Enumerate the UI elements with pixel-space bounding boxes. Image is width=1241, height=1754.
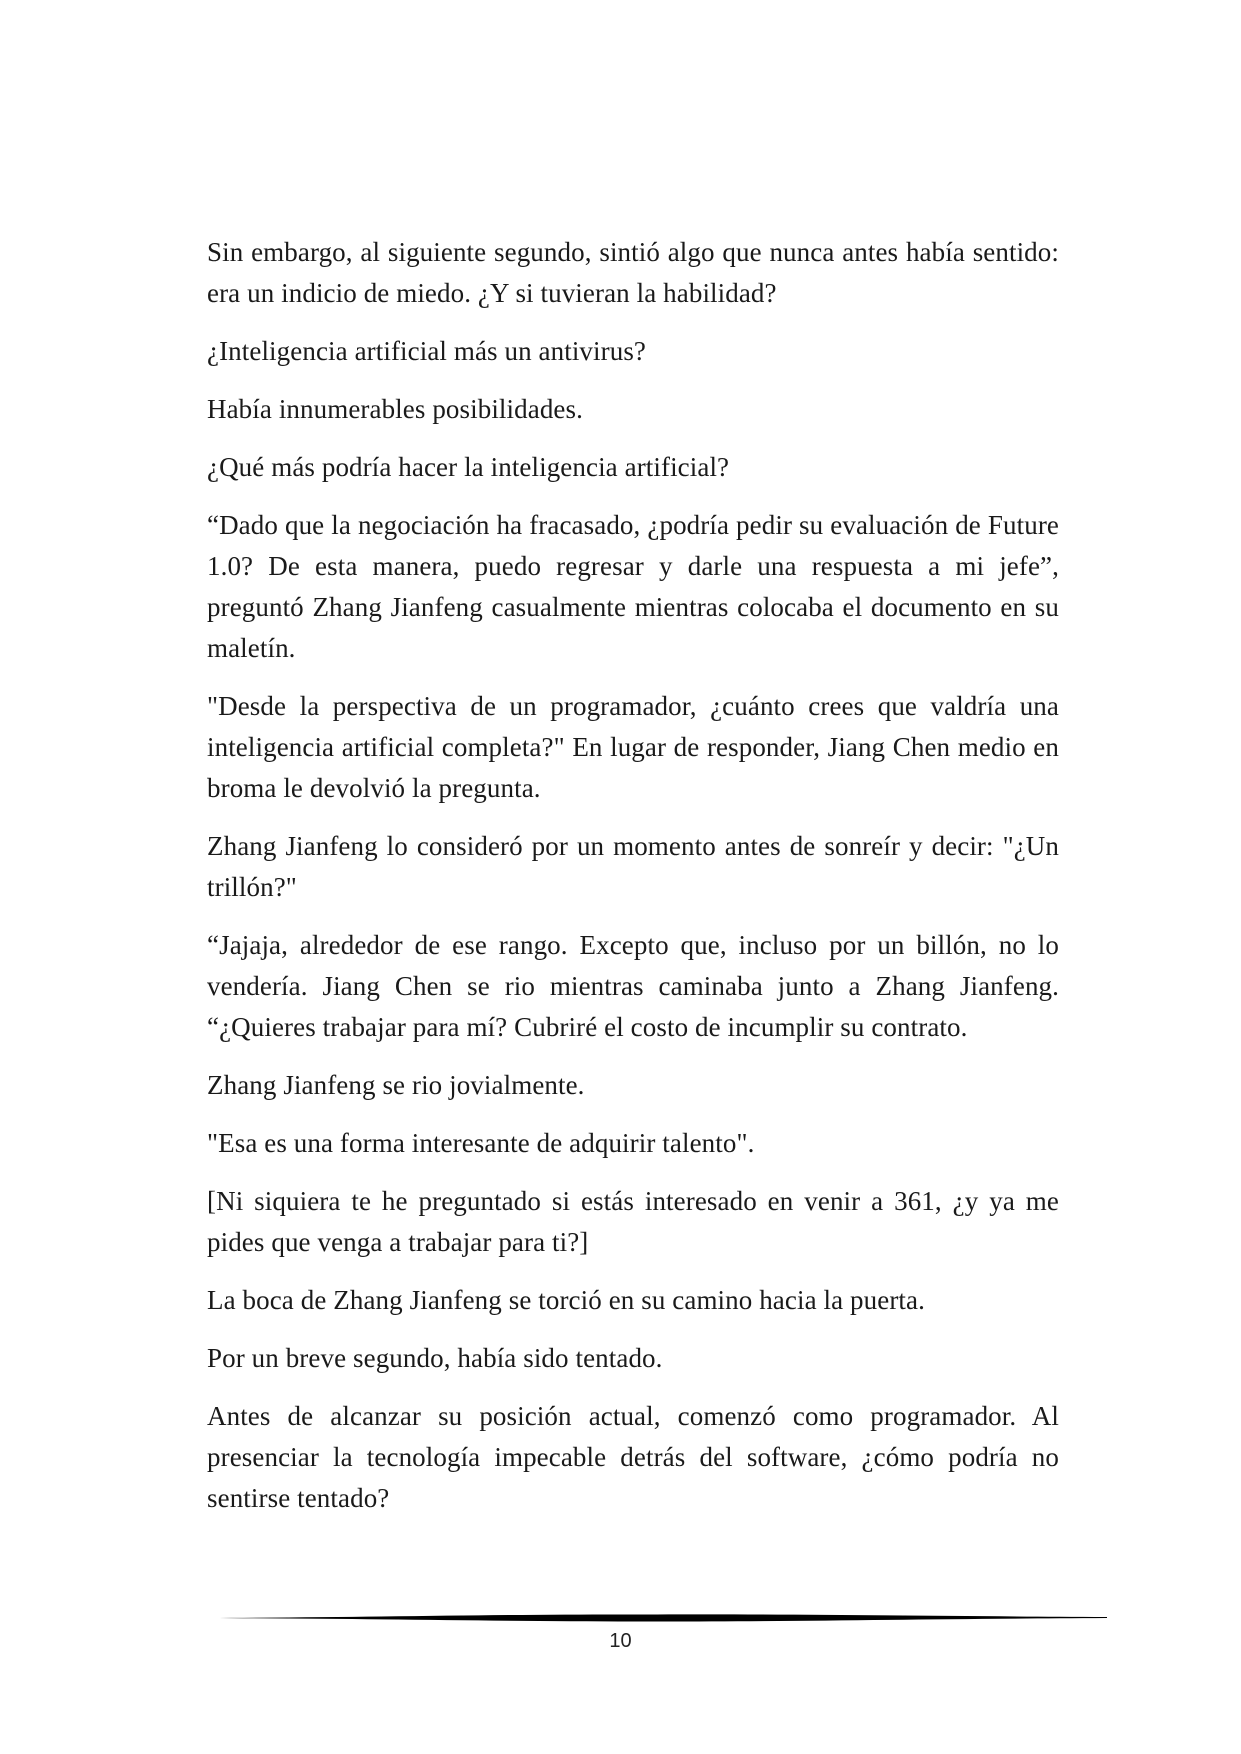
paragraph: La boca de Zhang Jianfeng se torció en su camino hacia la puerta. xyxy=(207,1285,925,1315)
paragraph: ¿Qué más podría hacer la inteligencia artificial? xyxy=(207,452,730,482)
paragraph: “Dado que la negociación ha fracasado, ¿podría pedir su evaluación de Future 1.0? De esta manera, puedo regresar y darle una respuesta a mi jefe”, preguntó Zhang Jianfeng casualmente mientras colocaba el documento en su maletín. xyxy=(207,510,1059,663)
paragraph: “Jajaja, alrededor de ese rango. Excepto que, incluso por un billón, no lo vendería. Jiang Chen se rio mientras caminaba junto a Zhang Jianfeng. “¿Quieres trabajar para mí? Cubriré el costo de incumplir su contrato. xyxy=(207,930,1059,1042)
paragraph: ¿Inteligencia artificial más un antivirus? xyxy=(207,336,647,366)
paragraph: Zhang Jianfeng se rio jovialmente. xyxy=(207,1070,585,1100)
page-number: 10 xyxy=(609,1630,632,1652)
footer-rule xyxy=(207,1612,1107,1624)
paragraph: Había innumerables posibilidades. xyxy=(207,394,583,424)
paragraph: "Esa es una forma interesante de adquirir talento". xyxy=(207,1128,755,1158)
paragraph: "Desde la perspectiva de un programador, ¿cuánto crees que valdría una inteligencia artificial completa?" En lugar de responder, Jiang Chen medio en broma le devolvió la pregunta. xyxy=(207,691,1059,803)
body-text xyxy=(207,232,1059,1536)
paragraph: Por un breve segundo, había sido tentado. xyxy=(207,1343,663,1373)
paragraph: Sin embargo, al siguiente segundo, sintió algo que nunca antes había sentido: era un indicio de miedo. ¿Y si tuvieran la habilidad? xyxy=(207,237,1059,308)
paragraph: Zhang Jianfeng lo consideró por un momento antes de sonreír y decir: "¿Un trillón?" xyxy=(207,831,1059,902)
paragraph: Antes de alcanzar su posición actual, comenzó como programador. Al presenciar la tecnología impecable detrás del software, ¿cómo podría no sentirse tentado? xyxy=(207,1401,1059,1513)
paragraph: [Ni siquiera te he preguntado si estás interesado en venir a 361, ¿y ya me pides que venga a trabajar para ti?] xyxy=(207,1186,1059,1257)
